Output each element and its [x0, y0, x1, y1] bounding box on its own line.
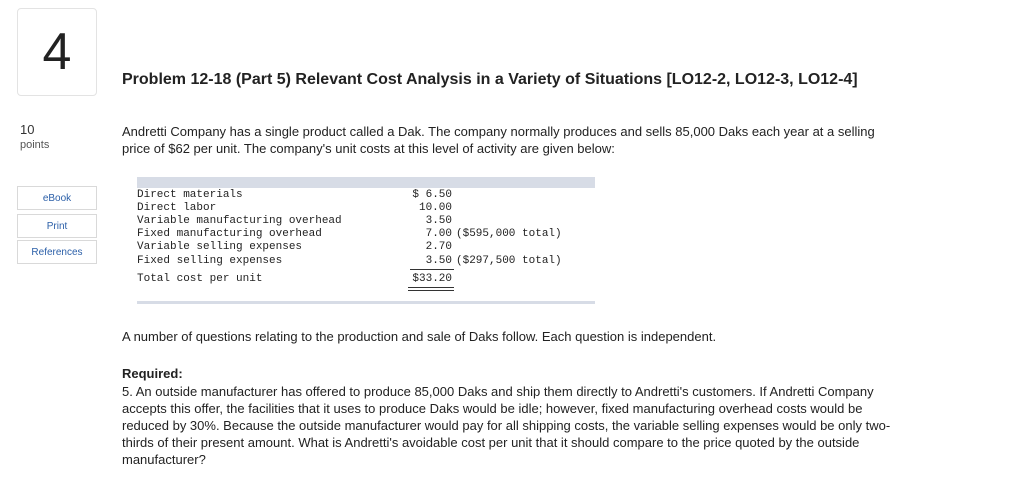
- points-label: points: [20, 139, 50, 151]
- intro-line-2: price of $62 per unit. The company's unit costs at this level of activity are given below:: [122, 141, 615, 156]
- intro-line-1: Andretti Company has a single product called a Dak. The company normally produces and sells 85,000 Daks each year at a selling: [122, 124, 875, 139]
- required-line-5: manufacturer?: [122, 452, 206, 467]
- cost-label: Fixed manufacturing overhead: [137, 228, 322, 240]
- print-button[interactable]: Print: [17, 214, 97, 238]
- problem-title: Problem 12-18 (Part 5) Relevant Cost Analysis in a Variety of Situations [LO12-2, LO12-3, LO12-4]: [122, 71, 858, 88]
- cost-label: Direct materials: [137, 189, 243, 201]
- required-line-2: accepts this offer, the facilities that it uses to produce Daks would be idle; however, fixed manufacturing overhead costs would be: [122, 401, 863, 416]
- cost-value: 10.00: [418, 202, 452, 214]
- unit-cost-table: [137, 177, 595, 304]
- cost-row: [137, 189, 595, 202]
- cost-note: ($297,500 total): [456, 255, 562, 267]
- cost-label: Direct labor: [137, 202, 217, 214]
- required-heading: Required:: [122, 366, 183, 381]
- question-number: 4: [17, 8, 97, 96]
- cost-value: $ 6.50: [412, 189, 452, 201]
- cost-label: Variable selling expenses: [137, 241, 303, 253]
- total-value: $33.20: [412, 273, 452, 285]
- ebook-button[interactable]: eBook: [17, 186, 97, 210]
- cost-value: 3.50: [425, 255, 452, 267]
- cost-row: [137, 241, 595, 254]
- cost-value: 2.70: [425, 241, 452, 253]
- references-button[interactable]: References: [17, 240, 97, 264]
- required-line-1: 5. An outside manufacturer has offered to produce 85,000 Daks and ship them directly to Andretti's customers. If Andretti Company: [122, 384, 874, 399]
- cost-row: [137, 228, 595, 241]
- cost-row: [137, 215, 595, 228]
- cost-label: Variable manufacturing overhead: [137, 215, 342, 227]
- cost-label: Fixed selling expenses: [137, 255, 283, 267]
- cost-row: [137, 255, 595, 268]
- total-label: Total cost per unit: [137, 273, 263, 285]
- cost-row: [137, 202, 595, 215]
- questions-note: A number of questions relating to the production and sale of Daks follow. Each question is independent.: [122, 329, 717, 344]
- cost-note: ($595,000 total): [456, 228, 562, 240]
- required-line-4: thirds of their present amount. What is Andretti's avoidable cost per unit that it should compare to the price quoted by the outside: [122, 435, 860, 450]
- total-double-rule: [408, 287, 454, 291]
- points-value: 10: [20, 122, 35, 137]
- total-row: [137, 273, 595, 286]
- cost-value: 7.00: [425, 228, 452, 240]
- required-line-3: reduced by 30%. Because the outside manufacturer would pay for all shipping costs, the variable selling expenses would be only two-: [122, 418, 891, 433]
- cost-value: 3.50: [425, 215, 452, 227]
- subtotal-rule: [410, 269, 454, 270]
